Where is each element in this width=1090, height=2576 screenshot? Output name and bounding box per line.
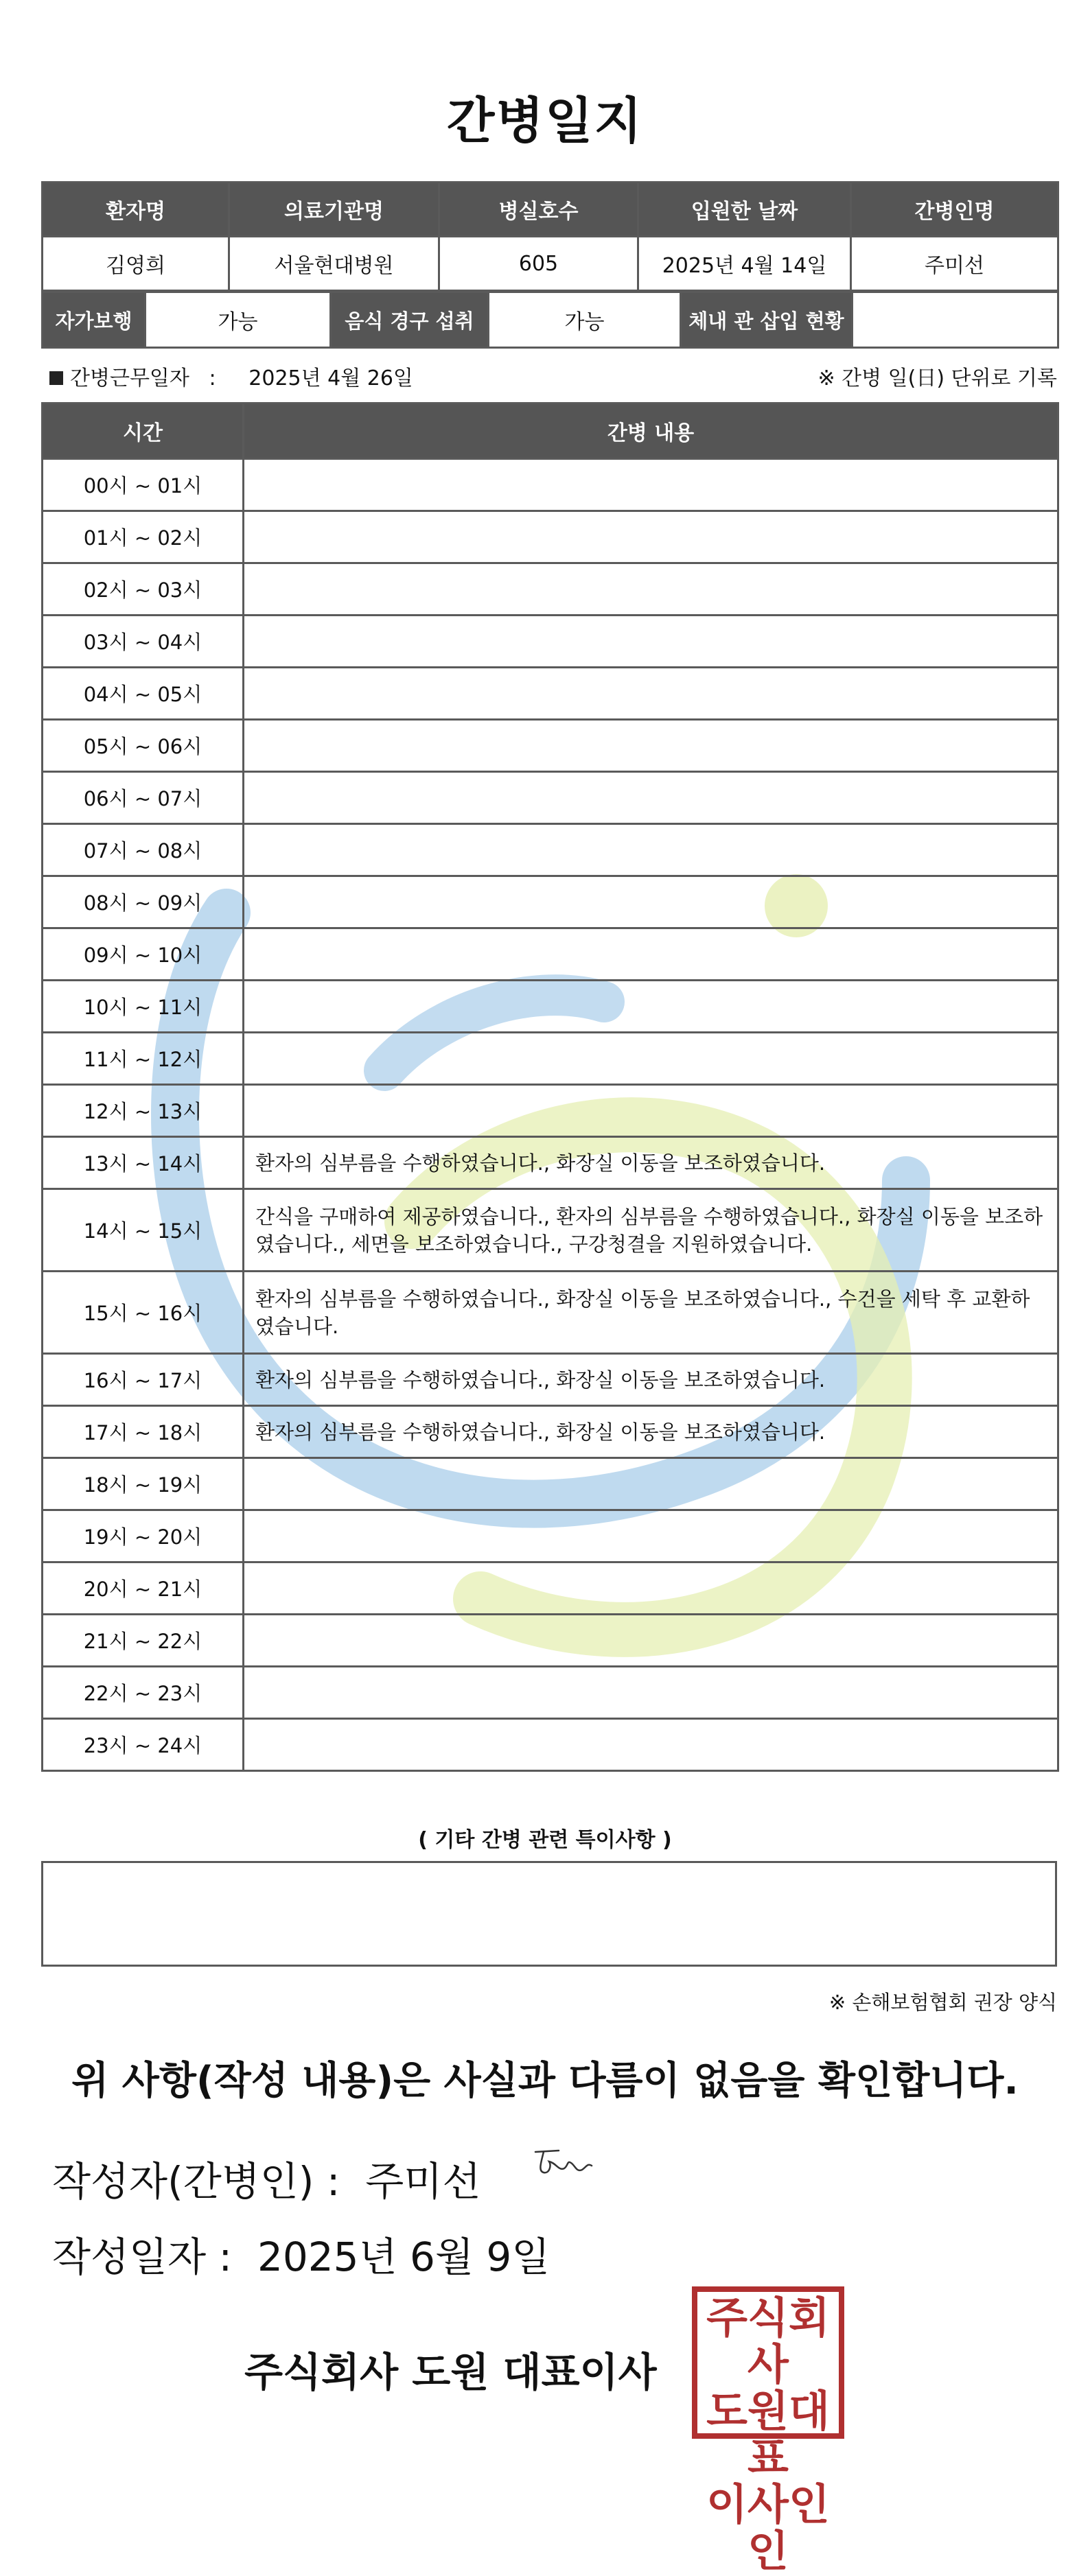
care-content-cell bbox=[244, 720, 1058, 772]
care-log-table bbox=[41, 402, 1059, 1772]
work-date-label: 간병근무일자 bbox=[70, 366, 189, 390]
writer-label: 작성자(간병인) : bbox=[52, 2158, 340, 2205]
patient-status-table bbox=[41, 291, 1059, 349]
time-slot-cell: 00시 ~ 01시 bbox=[43, 459, 244, 511]
care-log-row bbox=[43, 1562, 1058, 1615]
time-slot-cell: 21시 ~ 22시 bbox=[43, 1615, 244, 1667]
care-log-row bbox=[43, 511, 1058, 563]
misc-notes-title: ( 기타 간병 관련 특이사항 ) bbox=[418, 1828, 672, 1852]
care-log-header-row bbox=[43, 403, 1058, 459]
time-slot-cell: 02시 ~ 03시 bbox=[43, 563, 244, 616]
time-slot-cell: 08시 ~ 09시 bbox=[43, 876, 244, 928]
walk-label: 자가보행 bbox=[43, 292, 146, 348]
time-slot-cell: 03시 ~ 04시 bbox=[43, 616, 244, 668]
time-slot-cell: 09시 ~ 10시 bbox=[43, 928, 244, 981]
care-log-row bbox=[43, 616, 1058, 668]
time-slot-cell: 15시 ~ 16시 bbox=[43, 1272, 244, 1354]
time-slot-cell: 01시 ~ 02시 bbox=[43, 511, 244, 563]
care-log-row bbox=[43, 1137, 1058, 1189]
care-content-cell bbox=[244, 1562, 1058, 1615]
misc-notes-box bbox=[41, 1861, 1057, 1967]
care-content-cell bbox=[244, 876, 1058, 928]
room-number-header: 병실호수 bbox=[439, 183, 638, 237]
admission-date-value: 2025년 4월 14일 bbox=[638, 237, 851, 291]
care-log-row bbox=[43, 928, 1058, 981]
care-log-row bbox=[43, 1719, 1058, 1771]
written-date-value: 2025년 6월 9일 bbox=[257, 2234, 550, 2280]
care-content-cell bbox=[244, 616, 1058, 668]
care-log-row bbox=[43, 459, 1058, 511]
care-content-cell bbox=[244, 511, 1058, 563]
work-date-separator: : bbox=[209, 366, 216, 390]
care-log-row bbox=[43, 824, 1058, 876]
confirmation-statement: 위 사항(작성 내용)은 사실과 다름이 없음을 확인합니다. bbox=[71, 2059, 1019, 2103]
time-slot-cell: 16시 ~ 17시 bbox=[43, 1354, 244, 1406]
care-log-row bbox=[43, 1272, 1058, 1354]
patient-info-table bbox=[41, 181, 1059, 292]
time-slot-cell: 19시 ~ 20시 bbox=[43, 1510, 244, 1562]
care-log-row bbox=[43, 876, 1058, 928]
care-content-cell bbox=[244, 824, 1058, 876]
patient-info-header-row bbox=[43, 183, 1058, 237]
care-log-row bbox=[43, 1510, 1058, 1562]
patient-info-value-row bbox=[43, 237, 1058, 291]
care-content-cell bbox=[244, 1667, 1058, 1719]
time-slot-cell: 17시 ~ 18시 bbox=[43, 1406, 244, 1458]
writer-name: 주미선 bbox=[365, 2158, 481, 2205]
company-representative: 주식회사 도원 대표이사 bbox=[244, 2349, 657, 2396]
time-slot-cell: 11시 ~ 12시 bbox=[43, 1033, 244, 1085]
caregiver-name-header: 간병인명 bbox=[851, 183, 1058, 237]
time-slot-cell: 10시 ~ 11시 bbox=[43, 981, 244, 1033]
care-log-row bbox=[43, 1406, 1058, 1458]
time-slot-cell: 06시 ~ 07시 bbox=[43, 772, 244, 824]
written-date-line bbox=[52, 2225, 550, 2282]
handwritten-signature bbox=[529, 2142, 604, 2183]
patient-status-row bbox=[43, 292, 1058, 348]
care-log-row bbox=[43, 1667, 1058, 1719]
care-content-cell: 환자의 심부름을 수행하였습니다., 화장실 이동을 보조하였습니다. bbox=[244, 1137, 1058, 1189]
admission-date-header: 입원한 날짜 bbox=[638, 183, 851, 237]
care-content-cell: 간식을 구매하여 제공하였습니다., 환자의 심부름을 수행하였습니다., 화장실 이동을 보조하였습니다., 세면을 보조하였습니다., 구강청결을 지원하였습니다. bbox=[244, 1189, 1058, 1272]
care-log-row bbox=[43, 1458, 1058, 1510]
work-date-value: 2025년 4월 26일 bbox=[248, 366, 413, 390]
page-title: 간병일지 bbox=[446, 92, 644, 150]
work-date bbox=[49, 361, 413, 391]
care-content-header: 간병 내용 bbox=[244, 403, 1058, 459]
walk-value: 가능 bbox=[146, 292, 331, 348]
care-log-row bbox=[43, 720, 1058, 772]
care-content-cell bbox=[244, 1615, 1058, 1667]
care-log-body bbox=[43, 459, 1058, 1771]
care-content-cell: 환자의 심부름을 수행하였습니다., 화장실 이동을 보조하였습니다., 수건을 세탁 후 교환하였습니다. bbox=[244, 1272, 1058, 1354]
care-content-cell bbox=[244, 1033, 1058, 1085]
daily-unit-note: ※ 간병 일(日) 단위로 기록 bbox=[817, 366, 1057, 390]
patient-name-header: 환자명 bbox=[43, 183, 229, 237]
care-log-row bbox=[43, 981, 1058, 1033]
care-log-row bbox=[43, 668, 1058, 720]
care-log-row bbox=[43, 1354, 1058, 1406]
caregiver-name-value: 주미선 bbox=[851, 237, 1058, 291]
time-slot-cell: 04시 ~ 05시 bbox=[43, 668, 244, 720]
care-content-cell bbox=[244, 772, 1058, 824]
time-slot-cell: 14시 ~ 15시 bbox=[43, 1189, 244, 1272]
care-content-cell bbox=[244, 928, 1058, 981]
care-log-row bbox=[43, 1085, 1058, 1137]
patient-name-value: 김영희 bbox=[43, 237, 229, 291]
tube-insertion-label: 체내 관 삽입 현황 bbox=[681, 292, 853, 348]
time-slot-cell: 07시 ~ 08시 bbox=[43, 824, 244, 876]
time-slot-cell: 23시 ~ 24시 bbox=[43, 1719, 244, 1771]
care-log-row bbox=[43, 1615, 1058, 1667]
hospital-name-value: 서울현대병원 bbox=[229, 237, 439, 291]
time-slot-cell: 05시 ~ 06시 bbox=[43, 720, 244, 772]
care-content-cell bbox=[244, 1719, 1058, 1771]
company-seal-stamp: 주식회사 도원대표 이사인인 bbox=[692, 2286, 844, 2439]
time-slot-cell: 13시 ~ 14시 bbox=[43, 1137, 244, 1189]
writer-line bbox=[52, 2149, 480, 2207]
care-content-cell bbox=[244, 981, 1058, 1033]
time-header: 시간 bbox=[43, 403, 244, 459]
room-number-value: 605 bbox=[439, 237, 638, 291]
recommended-form-note: ※ 손해보험협회 권장 양식 bbox=[828, 1991, 1057, 2014]
care-content-cell bbox=[244, 563, 1058, 616]
care-content-cell bbox=[244, 1510, 1058, 1562]
care-log-row bbox=[43, 563, 1058, 616]
care-content-cell bbox=[244, 1085, 1058, 1137]
time-slot-cell: 12시 ~ 13시 bbox=[43, 1085, 244, 1137]
time-slot-cell: 18시 ~ 19시 bbox=[43, 1458, 244, 1510]
care-content-cell: 환자의 심부름을 수행하였습니다., 화장실 이동을 보조하였습니다. bbox=[244, 1354, 1058, 1406]
care-log-row bbox=[43, 772, 1058, 824]
square-bullet-icon bbox=[49, 371, 63, 385]
food-intake-label: 음식 경구 섭취 bbox=[331, 292, 489, 348]
care-log-row bbox=[43, 1033, 1058, 1085]
care-content-cell: 환자의 심부름을 수행하였습니다., 화장실 이동을 보조하였습니다. bbox=[244, 1406, 1058, 1458]
care-content-cell bbox=[244, 1458, 1058, 1510]
care-log-row bbox=[43, 1189, 1058, 1272]
care-content-cell bbox=[244, 668, 1058, 720]
written-date-label: 작성일자 : bbox=[52, 2234, 233, 2280]
care-content-cell bbox=[244, 459, 1058, 511]
tube-insertion-value bbox=[853, 292, 1058, 348]
time-slot-cell: 20시 ~ 21시 bbox=[43, 1562, 244, 1615]
time-slot-cell: 22시 ~ 23시 bbox=[43, 1667, 244, 1719]
food-intake-value: 가능 bbox=[489, 292, 681, 348]
hospital-name-header: 의료기관명 bbox=[229, 183, 439, 237]
